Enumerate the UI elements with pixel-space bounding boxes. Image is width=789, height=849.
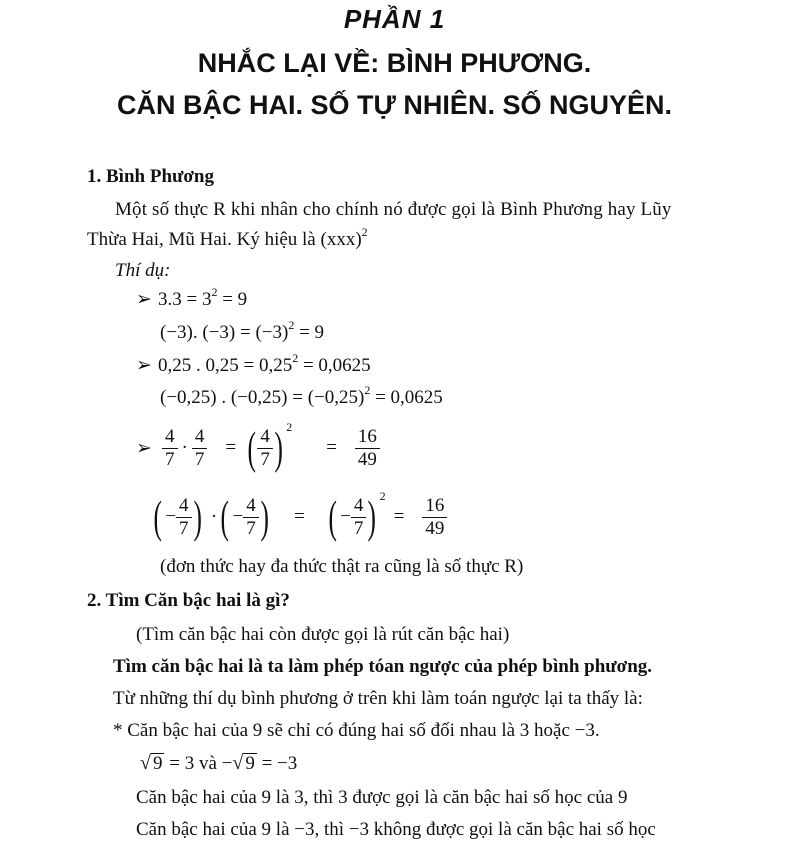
title-line-2: CĂN BẬC HAI. SỐ TỰ NHIÊN. SỐ NGUYÊN. [117, 90, 672, 120]
section-1-para-line-2 [87, 225, 368, 251]
ex2-right: = 9 [299, 322, 325, 343]
minus-sign: − [165, 506, 177, 527]
fraction: $\frac{4}{7}$ [351, 495, 367, 540]
exponent: 2 [379, 489, 386, 503]
minus-sign: − [232, 506, 244, 527]
sqrt-equation [140, 752, 297, 775]
equals-sign: = [393, 506, 405, 527]
section-2-subtitle: (Tìm căn bậc hai còn được gọi là rút căn bậc hai) [136, 624, 510, 645]
radicand: 9 [245, 753, 255, 774]
exponent: 2 [286, 420, 293, 434]
minus-sign: − [340, 506, 351, 527]
exponent: 2 [364, 383, 371, 397]
radical-icon: √ [140, 752, 151, 774]
arrow-bullet-icon: ➢ [136, 355, 152, 376]
example-1 [136, 285, 248, 311]
result-fraction: $\frac{16}{49}$ [422, 495, 447, 540]
fraction-example-1 [136, 420, 384, 476]
exponent: 2 [361, 225, 368, 239]
section-2-heading: 2. Tìm Căn bậc hai là gì? [87, 590, 290, 611]
para-line-2-text: Thừa Hai, Mũ Hai. Ký hiệu là (xxx) [87, 229, 362, 250]
part-heading: PHẦN 1 [343, 4, 446, 34]
star-line: * Căn bậc hai của 9 sẽ chỉ có đúng hai số đối nhau là 3 hoặc −3. [113, 720, 600, 741]
ex2-left: (−3). (−3) = (−3) [160, 322, 289, 343]
radical-icon: √ [232, 752, 244, 774]
section-1-para-line-1: Một số thực R khi nhân cho chính nó được gọi là Bình Phương hay Lũy [115, 199, 672, 220]
fraction: $\frac{4}{7}$ [162, 426, 178, 471]
fraction-example-2 [150, 489, 451, 545]
left-paren: ( [328, 491, 337, 542]
arithmetic-root-line: Căn bậc hai của 9 là 3, thì 3 được gọi là căn bậc hai số học của 9 [136, 787, 628, 808]
right-paren: ) [367, 491, 377, 542]
fraction: $\frac{4}{7}$ [176, 495, 192, 540]
example-3 [136, 351, 371, 377]
example-4 [160, 383, 443, 409]
ex1-right: = 9 [222, 289, 248, 310]
equals-sign: = [326, 437, 337, 458]
ex3-right: = 0,0625 [302, 355, 371, 376]
example-label: Thí dụ: [115, 260, 171, 281]
example-2 [160, 318, 325, 344]
section-1-heading: 1. Bình Phương [87, 166, 214, 187]
arrow-bullet-icon: ➢ [136, 437, 152, 459]
note-line: (đơn thức hay đa thức thật ra cũng là số thực R) [160, 556, 524, 577]
left-paren: ( [153, 491, 162, 542]
dot-operator: · [210, 506, 218, 527]
equals-sign: = [225, 437, 237, 458]
section-2-para: Từ những thí dụ bình phương ở trên khi làm toán ngược lại ta thấy là: [113, 688, 643, 709]
dot-operator: · [181, 437, 188, 458]
sqrt-end-text: = −3 [261, 753, 298, 774]
ex1-left: 3.3 = 3 [158, 289, 212, 310]
exponent: 2 [292, 351, 299, 365]
ex4-right: = 0,0625 [375, 387, 443, 408]
non-arithmetic-root-line: Căn bậc hai của 9 là −3, thì −3 không được gọi là căn bậc hai số học [136, 819, 656, 840]
left-paren: ( [220, 491, 230, 542]
right-paren: ) [192, 491, 202, 542]
left-paren: ( [247, 422, 256, 473]
result-fraction: $\frac{16}{49}$ [355, 426, 380, 471]
exponent: 2 [211, 285, 218, 299]
equals-sign: = [294, 506, 305, 527]
arrow-bullet-icon: ➢ [136, 289, 152, 310]
title-line-1: NHẮC LẠI VỀ: BÌNH PHƯƠNG. [197, 48, 592, 78]
fraction: $\frac{4}{7}$ [192, 426, 208, 471]
ex4-left: (−0,25) . (−0,25) = (−0,25) [160, 387, 365, 408]
fraction: $\frac{4}{7}$ [243, 495, 259, 540]
ex3-left: 0,25 . 0,25 = 0,25 [158, 355, 293, 376]
exponent: 2 [288, 318, 295, 332]
right-paren: ) [274, 422, 283, 473]
radicand: 9 [152, 753, 163, 774]
sqrt-mid-text: = 3 và − [169, 753, 233, 774]
section-2-bold-statement: Tìm căn bậc hai là ta làm phép tóan ngược của phép bình phương. [113, 656, 653, 677]
right-paren: ) [260, 491, 269, 542]
fraction: $\frac{4}{7}$ [257, 426, 273, 471]
